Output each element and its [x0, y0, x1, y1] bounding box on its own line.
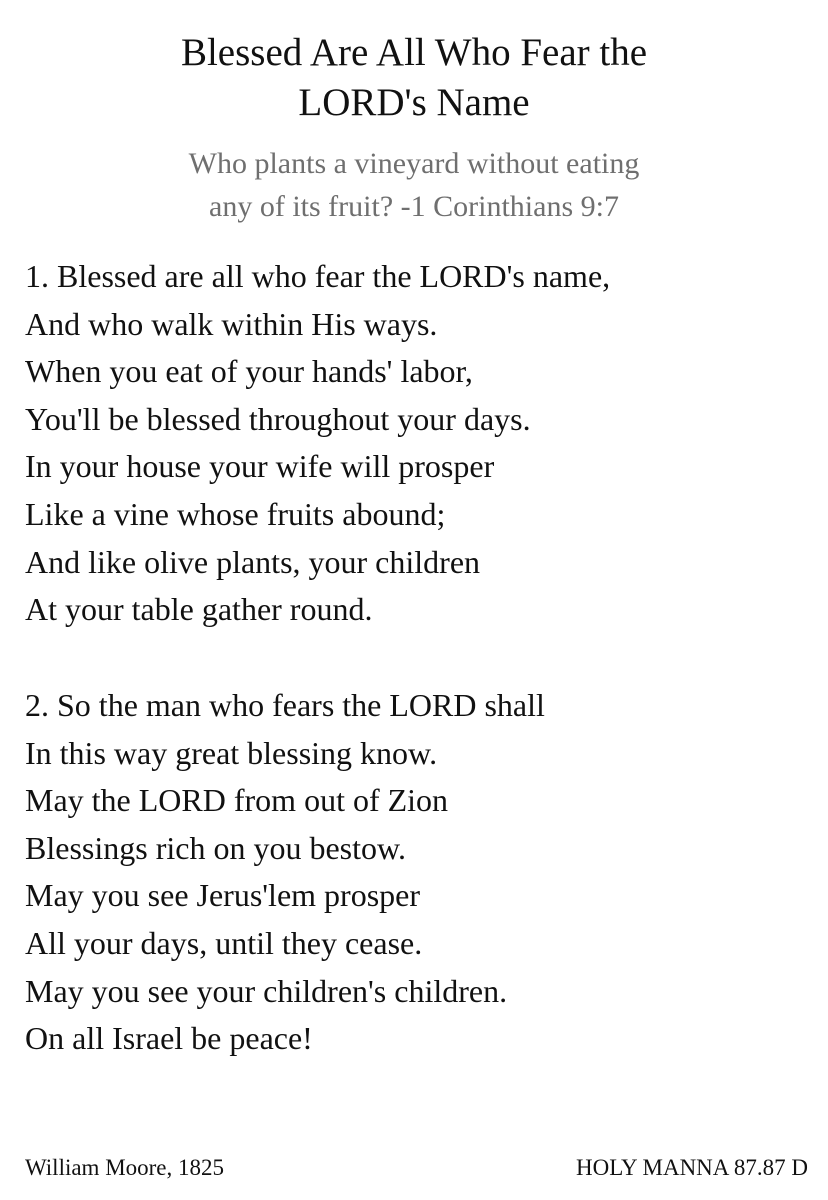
verse-line: 1. Blessed are all who fear the LORD's name,: [25, 258, 611, 294]
verse-line: 2. So the man who fears the LORD shall: [25, 687, 545, 723]
verse-2: [25, 682, 815, 1063]
verse-line: In your house your wife will prosper: [25, 448, 495, 485]
verse-line: In this way great blessing know.: [25, 734, 438, 771]
scripture-epigraph: [0, 142, 828, 228]
hymn-title-line: LORD's Name: [298, 81, 530, 124]
verse-line: At your table gather round.: [25, 591, 373, 628]
verse-line: Like a vine whose fruits abound;: [25, 495, 446, 532]
hymn-title: [0, 28, 828, 128]
verse-line: All your days, until they cease.: [25, 924, 423, 961]
scripture-epigraph-line: any of its fruit? -1 Corinthians 9:7: [209, 190, 619, 223]
verse-line: May you see your children's children.: [25, 972, 508, 1009]
author-credit: William Moore, 1825: [25, 1155, 225, 1180]
verse-line: May the LORD from out of Zion: [25, 782, 449, 819]
verse-1: [25, 253, 815, 634]
verse-line: You'll be blessed throughout your days.: [25, 400, 531, 437]
hymn-title-line: Blessed Are All Who Fear the: [180, 31, 648, 74]
tune-credit: HOLY MANNA 87.87 D: [576, 1155, 808, 1180]
scripture-epigraph-line: Who plants a vineyard without eating: [188, 147, 640, 180]
verse-line: May you see Jerus'lem prosper: [25, 877, 420, 914]
verse-line: And like olive plants, your children: [25, 543, 481, 580]
verse-line: Blessings rich on you bestow.: [25, 829, 407, 866]
verse-line: On all Israel be peace!: [25, 1020, 313, 1057]
verse-line: And who walk within His ways.: [25, 305, 438, 342]
verse-line: When you eat of your hands' labor,: [25, 353, 473, 390]
